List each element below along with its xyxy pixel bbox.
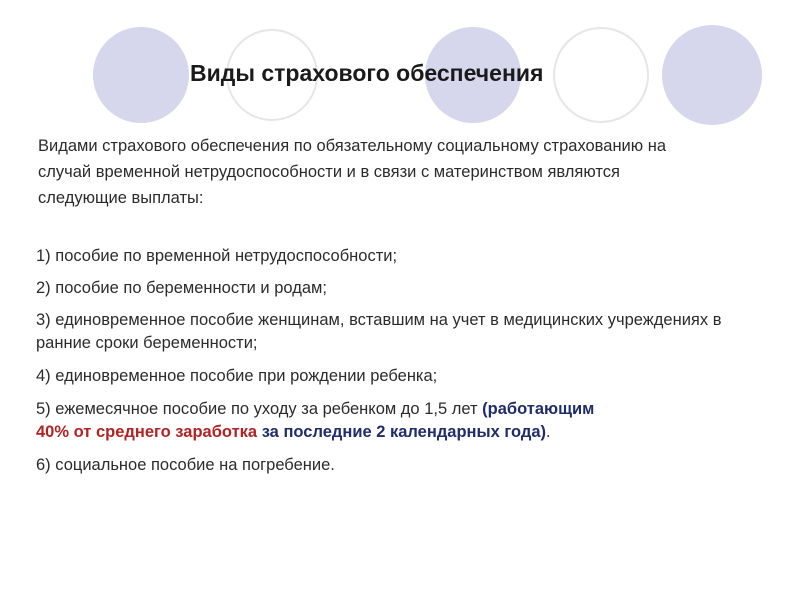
- list-item: 2) пособие по беременности и родам;: [36, 279, 327, 297]
- list-item: [36, 398, 756, 444]
- emphasis-red: 40% от среднего заработка: [36, 423, 258, 441]
- item-text: .: [546, 423, 551, 441]
- list-item: 4) единовременное пособие при рождении ребенка;: [36, 367, 438, 385]
- list-item: 1) пособие по временной нетрудоспособности;: [36, 247, 398, 265]
- decorative-circle: [93, 27, 189, 123]
- decorative-circle: [553, 27, 649, 123]
- slide-title: Виды страхового обеспечения: [190, 60, 544, 86]
- emphasis-navy: (работающим: [482, 400, 595, 418]
- list-item: 3) единовременное пособие женщинам, вставшим на учет в медицинских учреждениях в ранние сроки беременности;: [36, 311, 722, 352]
- intro-paragraph: Видами страхового обеспечения по обязательному социальному страхованию на случай временной нетрудоспособности и в связи с материнством являются следующие выплаты:: [38, 137, 667, 207]
- list-item: 6) социальное пособие на погребение.: [36, 456, 335, 474]
- decorative-circle: [662, 25, 762, 125]
- item-text: 5) ежемесячное пособие по уходу за ребенком до 1,5 лет: [36, 400, 483, 418]
- emphasis-navy: за последние 2 календарных года): [257, 423, 547, 441]
